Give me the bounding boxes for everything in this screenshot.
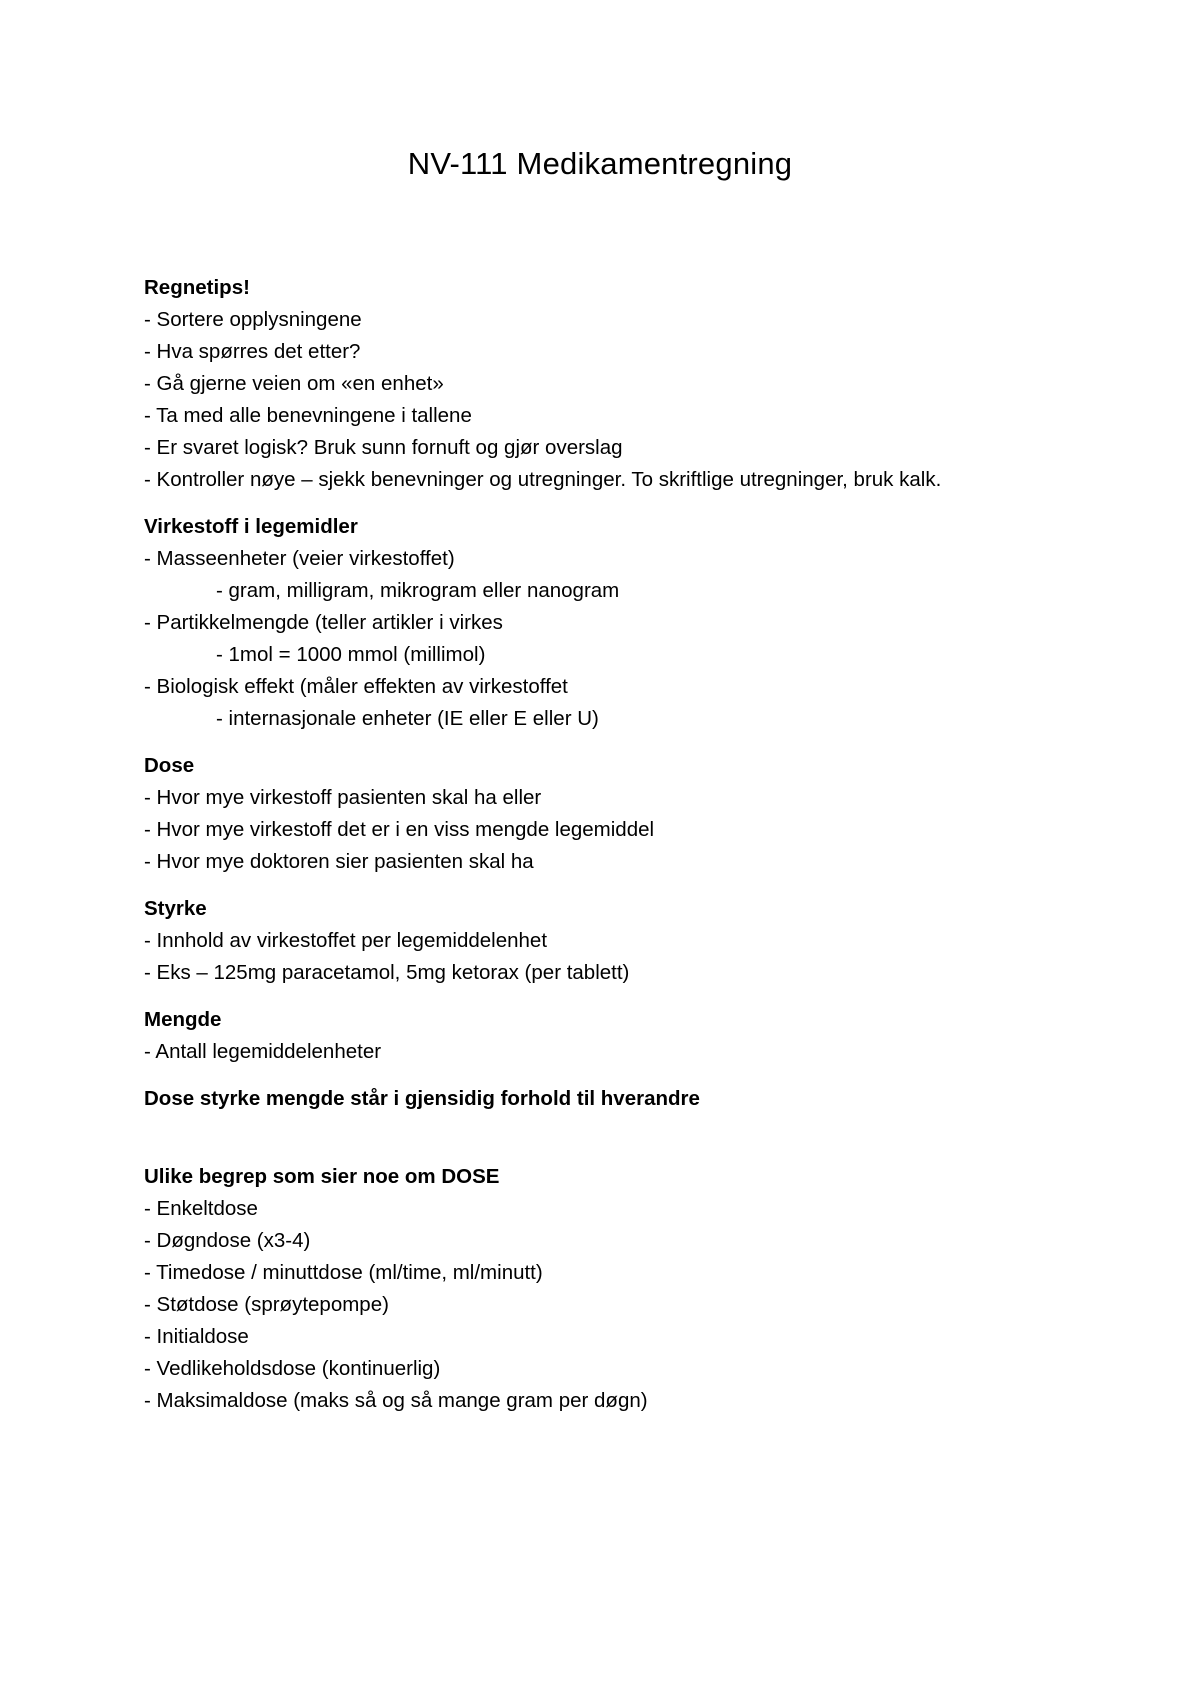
section-heading: Dose [144, 754, 195, 777]
section-dose [144, 750, 1144, 878]
list-item: - Gå gjerne veien om «en enhet» [144, 372, 444, 395]
section-styrke [144, 893, 1144, 989]
list-item: - Innhold av virkestoffet per legemiddelenhet [144, 929, 548, 952]
section-dose-terms [144, 1161, 1144, 1417]
list-item: - Eks – 125mg paracetamol, 5mg ketorax (per tablett) [144, 961, 630, 984]
list-item: - Ta med alle benevningene i tallene [144, 404, 472, 427]
relationship-statement: Dose styrke mengde står i gjensidig forhold til hverandre [144, 1087, 700, 1110]
list-item: - Vedlikeholdsdose (kontinuerlig) [144, 1357, 441, 1380]
list-item: - Enkeltdose [144, 1197, 258, 1220]
list-item: - Hva spørres det etter? [144, 340, 361, 363]
list-item: - Er svaret logisk? Bruk sunn fornuft og gjør overslag [144, 436, 623, 459]
spacer [144, 1115, 1144, 1161]
list-item: - Kontroller nøye – sjekk benevninger og utregninger. To skriftlige utregninger, bruk kalk. [144, 468, 942, 491]
section-regnetips [144, 272, 1144, 496]
sub-list-item: - gram, milligram, mikrogram eller nanogram [216, 579, 620, 602]
list-item: - Timedose / minuttdose (ml/time, ml/minutt) [144, 1261, 543, 1284]
list-item: - Støtdose (sprøytepompe) [144, 1293, 389, 1316]
list-item: - Hvor mye virkestoff pasienten skal ha eller [144, 786, 542, 809]
list-item: - Maksimaldose (maks så og så mange gram per døgn) [144, 1389, 648, 1412]
section-heading: Virkestoff i legemidler [144, 515, 358, 538]
list-item: - Partikkelmengde (teller artikler i virkes [144, 611, 503, 634]
list-item: - Hvor mye virkestoff det er i en viss mengde legemiddel [144, 818, 655, 841]
section-virkestoff [144, 511, 1144, 735]
section-heading: Regnetips! [144, 276, 250, 299]
list-item: - Antall legemiddelenheter [144, 1040, 382, 1063]
list-item: - Initialdose [144, 1325, 249, 1348]
list-item: - Sortere opplysningene [144, 308, 362, 331]
section-mengde [144, 1004, 1144, 1068]
document-body [144, 272, 1144, 1432]
list-item: - Biologisk effekt (måler effekten av virkestoffet [144, 675, 568, 698]
list-item: - Hvor mye doktoren sier pasienten skal ha [144, 850, 534, 873]
list-item: - Masseenheter (veier virkestoffet) [144, 547, 455, 570]
section-heading: Styrke [144, 897, 207, 920]
document-title: NV-111 Medikamentregning [407, 146, 793, 181]
list-item: - Døgndose (x3-4) [144, 1229, 311, 1252]
section-heading: Mengde [144, 1008, 222, 1031]
sub-list-item: - internasjonale enheter (IE eller E eller U) [216, 707, 599, 730]
sub-list-item: - 1mol = 1000 mmol (millimol) [216, 643, 486, 666]
section-heading: Ulike begrep som sier noe om DOSE [144, 1165, 500, 1188]
